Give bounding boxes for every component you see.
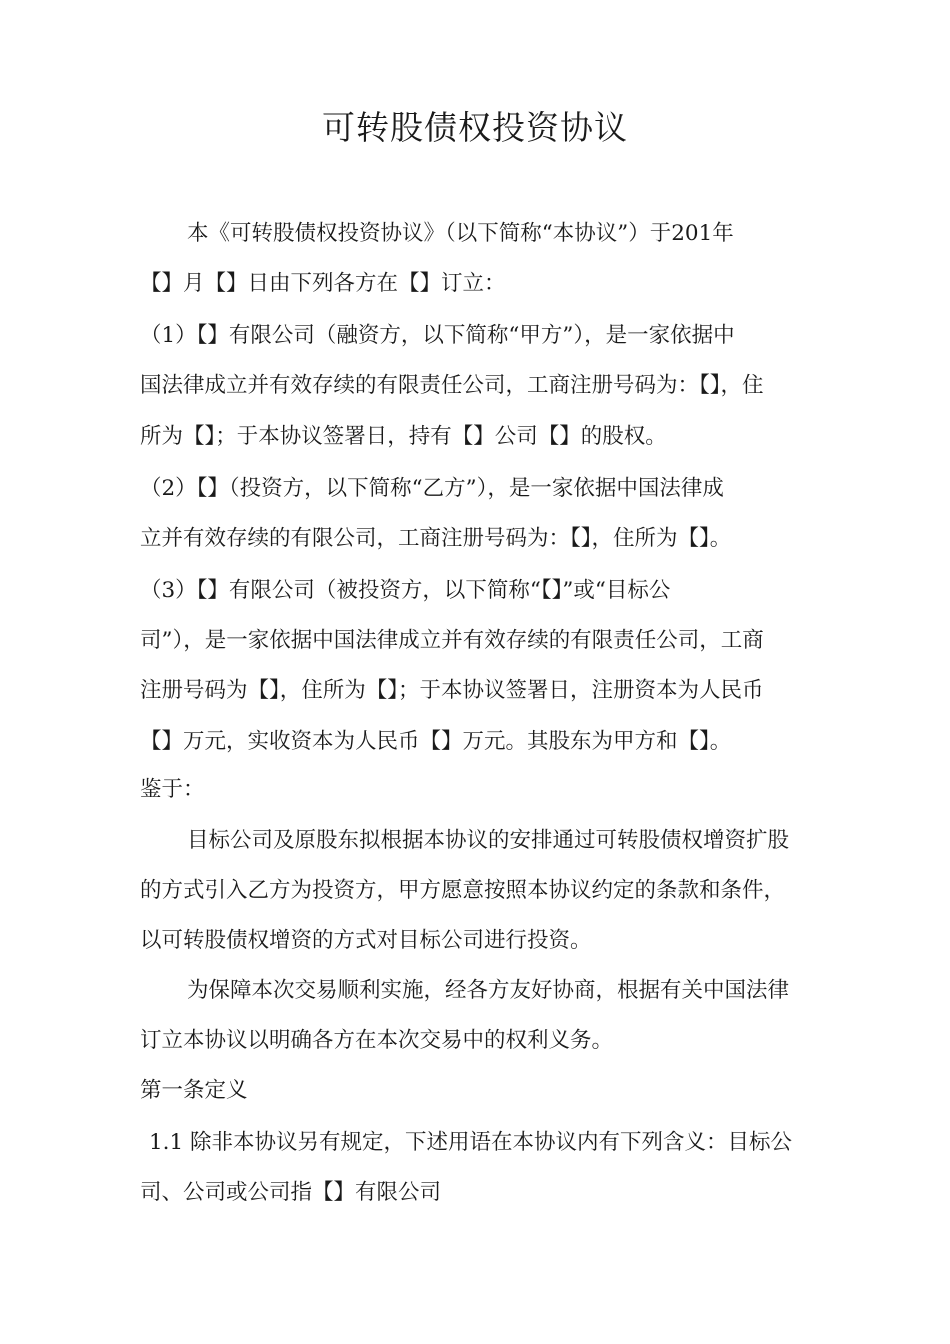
paragraph-line: 注册号码为【】，住所为【】；于本协议签署日，注册资本为人民币 (140, 678, 764, 703)
paragraph-line: （1）【】有限公司（融资方，以下简称“甲方”），是一家依据中 (140, 323, 735, 348)
document-title: 可转股债权投资协议 (322, 108, 628, 147)
paragraph-line: 国法律成立并有效存续的有限责任公司，工商注册号码为：【】，住 (140, 373, 764, 398)
paragraph-line: 订立本协议以明确各方在本次交易中的权利义务。 (140, 1028, 614, 1053)
paragraph-line: 所为【】；于本协议签署日，持有【】公司【】的股权。 (140, 424, 667, 449)
paragraph-line: 【】月【】日由下列各方在【】订立： (140, 271, 506, 296)
paragraph-line: （2）【】（投资方，以下简称“乙方”），是一家依据中国法律成 (140, 476, 724, 501)
paragraph-line: 司”），是一家依据中国法律成立并有效存续的有限责任公司，工商 (140, 628, 764, 653)
section-heading: 第一条定义 (140, 1078, 248, 1103)
paragraph-line: 本《可转股债权投资协议》（以下简称“本协议”）于201年 (187, 221, 734, 246)
paragraph-line: （3）【】有限公司（被投资方，以下简称“【】”或“目标公 (140, 578, 671, 603)
section-heading: 鉴于： (140, 777, 205, 802)
paragraph-line: 以可转股债权增资的方式对目标公司进行投资。 (140, 928, 592, 953)
paragraph-line: 的方式引入乙方为投资方，甲方愿意按照本协议约定的条款和条件， (140, 878, 786, 903)
paragraph-line: 【】万元，实收资本为人民币【】万元。其股东为甲方和【】。 (140, 729, 732, 754)
paragraph-line: 为保障本次交易顺利实施，经各方友好协商，根据有关中国法律 (187, 978, 790, 1003)
clause-line: 1.1 除非本协议另有规定，下述用语在本协议内有下列含义：目标公 (149, 1130, 793, 1155)
clause-line: 司、公司或公司指【】有限公司 (140, 1180, 442, 1205)
paragraph-line: 目标公司及原股东拟根据本协议的安排通过可转股债权增资扩股 (187, 828, 790, 853)
paragraph-line: 立并有效存续的有限公司，工商注册号码为：【】，住所为【】。 (140, 526, 732, 551)
